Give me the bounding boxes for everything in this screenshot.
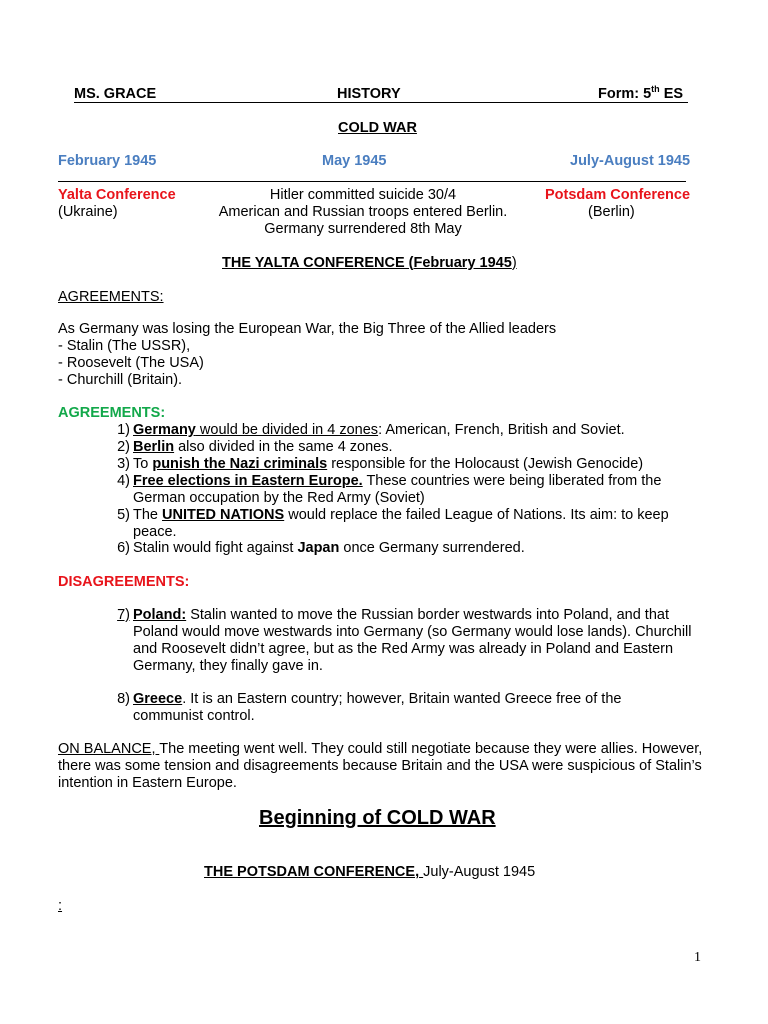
teacher-name: MS. GRACE [74,86,157,102]
beginning-cold-war-heading: Beginning of COLD WAR [259,807,496,829]
may-event-1: Hitler committed suicide 30/4 [269,187,457,203]
may-event-3: Germany surrendered 8th May [264,221,462,237]
potsdam-heading: THE POTSDAM CONFERENCE, July-August 1945 [204,864,536,880]
disagreement-number: 8) [117,691,130,707]
subject-label: HISTORY [337,86,401,102]
leader-stalin: - Stalin (The USSR), [58,338,191,354]
date-jul-aug-1945: July-August 1945 [570,153,691,169]
form-label: Form: 5th ES [598,84,684,102]
yalta-place: (Ukraine) [58,204,118,220]
leader-roosevelt: - Roosevelt (The USA) [58,355,204,371]
agreement-number: 3) [117,456,130,472]
agreement-free-elections: Free elections in Eastern Europe. These countries were being liberated from the German occupation by the Red Army (Soviet) [133,473,662,506]
agreements-label: AGREEMENTS: [58,289,164,305]
leader-churchill: - Churchill (Britain). [58,372,183,388]
date-feb-1945: February 1945 [58,153,157,169]
agreement-number: 2) [117,439,130,455]
page-title: COLD WAR [338,120,417,136]
date-may-1945: May 1945 [322,153,387,169]
agreement-number: 5) [117,507,130,523]
agreement-united-nations: The UNITED NATIONS would replace the failed League of Nations. Its aim: to keep peace. [133,507,669,540]
agreement-nazi-criminals: To punish the Nazi criminals responsible for the Holocaust (Jewish Genocide) [133,456,644,472]
may-event-2: American and Russian troops entered Berlin. [218,204,508,220]
timeline-divider [58,181,686,182]
agreement-number: 4) [117,473,130,489]
agreement-berlin: Berlin also divided in the same 4 zones. [133,439,393,455]
yalta-heading: THE YALTA CONFERENCE (February 1945) [222,255,517,271]
agreements-heading: AGREEMENTS: [58,405,166,421]
header-underline [74,102,688,103]
agreement-number: 6) [117,540,130,556]
disagreement-number: 7) [117,607,130,623]
big-three-intro: As Germany was losing the European War, the Big Three of the Allied leaders [58,321,557,337]
on-balance-paragraph: ON BALANCE, The meeting went well. They could still negotiate because they were allies. However, there was some tension and disagreements because Britain and the USA were suspicious of Stalin’s intention in Eastern Europe. [58,741,703,791]
agreement-germany: Germany would be divided in 4 zones: American, French, British and Soviet. [133,422,625,438]
disagreement-poland: Poland: Stalin wanted to move the Russian border westwards into Poland, and that Poland would move westwards into Germany (so Germany would lose lands). Churchill and Roosevelt didn’t agree, but as the Red Army was already in Poland and Eastern Germany, they finally gave in. [133,607,692,674]
potsdam-conference-label: Potsdam Conference [545,187,691,203]
page-number: 1 [694,950,701,965]
agreement-japan: Stalin would fight against Japan once Germany surrendered. [133,540,525,556]
disagreements-heading: DISAGREEMENTS: [58,574,190,590]
potsdam-place: (Berlin) [588,204,635,220]
yalta-conference-label: Yalta Conference [58,187,176,203]
stray-colon: : [58,898,63,914]
disagreement-greece: Greece. It is an Eastern country; however, Britain wanted Greece free of the communist control. [133,691,622,724]
agreement-number: 1) [117,422,130,438]
